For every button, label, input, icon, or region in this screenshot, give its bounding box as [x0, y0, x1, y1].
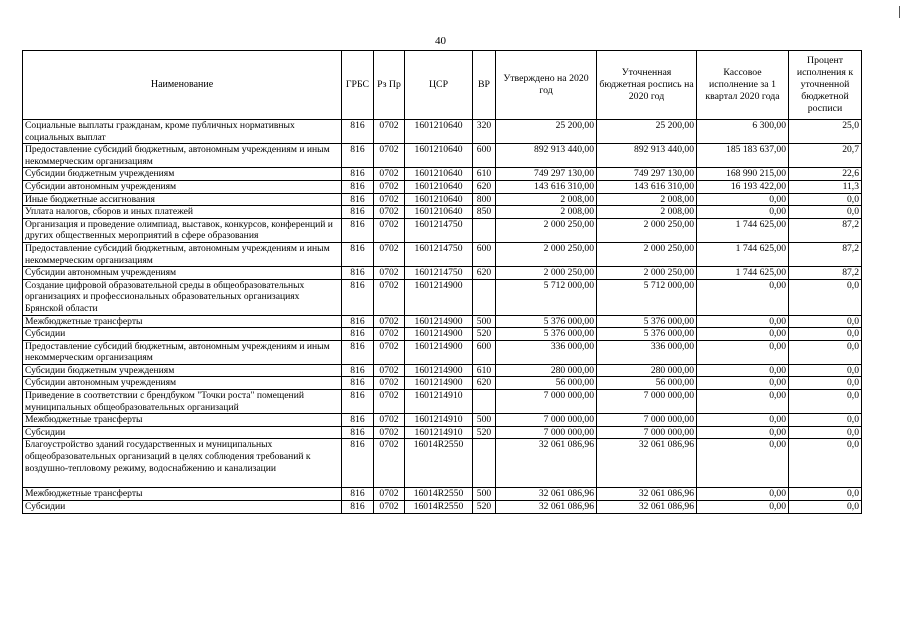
header-percent: Процент исполнения к уточненной бюджетной росписи: [789, 51, 862, 120]
cell-csr: 1601214900: [405, 340, 473, 364]
table-row: [23, 501, 862, 514]
cell-name: Предоставление субсидий бюджетным, автономным учреждениям и иным некоммерческим организациям: [23, 242, 342, 266]
cell-csr: 1601210640: [405, 193, 473, 206]
header-approved: Утверждено на 2020 год: [496, 51, 597, 120]
cell-approved: 5 376 000,00: [496, 315, 597, 328]
header-refined: Уточненная бюджетная роспись на 2020 год: [597, 51, 697, 120]
table-row: [23, 180, 862, 193]
cell-grbs: 816: [342, 377, 374, 390]
cell-rzpr: 0702: [374, 193, 405, 206]
cell-approved: 32 061 086,96: [496, 439, 597, 488]
cell-cash: 0,00: [697, 439, 789, 488]
cell-grbs: 816: [342, 242, 374, 266]
cell-percent: 0,0: [789, 206, 862, 219]
header-grbs: ГРБС: [342, 51, 374, 120]
cell-approved: 749 297 130,00: [496, 168, 597, 181]
cell-cash: 168 990 215,00: [697, 168, 789, 181]
cell-approved: 32 061 086,96: [496, 488, 597, 501]
cell-csr: 1601214910: [405, 426, 473, 439]
cell-grbs: 816: [342, 180, 374, 193]
cell-refined: 892 913 440,00: [597, 144, 697, 168]
cell-refined: 7 000 000,00: [597, 426, 697, 439]
table-row: [23, 144, 862, 168]
table-row: [23, 426, 862, 439]
cell-grbs: 816: [342, 426, 374, 439]
cell-name: Уплата налогов, сборов и иных платежей: [23, 206, 342, 219]
cell-refined: 749 297 130,00: [597, 168, 697, 181]
budget-table: [22, 50, 862, 514]
cell-approved: 336 000,00: [496, 340, 597, 364]
cell-csr: 16014R2550: [405, 488, 473, 501]
cell-csr: 1601214750: [405, 267, 473, 280]
cell-vr: 500: [473, 414, 496, 427]
cell-rzpr: 0702: [374, 279, 405, 315]
cell-approved: 32 061 086,96: [496, 501, 597, 514]
cell-grbs: 816: [342, 193, 374, 206]
cell-csr: 16014R2550: [405, 501, 473, 514]
cell-name: Предоставление субсидий бюджетным, автономным учреждениям и иным некоммерческим организациям: [23, 340, 342, 364]
cell-vr: 610: [473, 364, 496, 377]
cell-rzpr: 0702: [374, 144, 405, 168]
cell-refined: 32 061 086,96: [597, 439, 697, 488]
table-row: [23, 279, 862, 315]
cell-approved: 7 000 000,00: [496, 414, 597, 427]
cell-grbs: 816: [342, 168, 374, 181]
cell-refined: 7 000 000,00: [597, 414, 697, 427]
cell-vr: 600: [473, 144, 496, 168]
cell-vr: 320: [473, 120, 496, 144]
cell-rzpr: 0702: [374, 377, 405, 390]
cell-cash: 0,00: [697, 193, 789, 206]
cell-rzpr: 0702: [374, 218, 405, 242]
cell-vr: 500: [473, 488, 496, 501]
cell-vr: 800: [473, 193, 496, 206]
cell-cash: 0,00: [697, 279, 789, 315]
cell-percent: 0,0: [789, 193, 862, 206]
cell-approved: 143 616 310,00: [496, 180, 597, 193]
table-header-row: [23, 51, 862, 120]
cell-name: Межбюджетные трансферты: [23, 414, 342, 427]
cell-rzpr: 0702: [374, 340, 405, 364]
cell-cash: 0,00: [697, 390, 789, 414]
cell-name: Субсидии бюджетным учреждениям: [23, 364, 342, 377]
cell-vr: 620: [473, 180, 496, 193]
cell-refined: 5 712 000,00: [597, 279, 697, 315]
cell-name: Создание цифровой образовательной среды в общеобразовательных организациях и профессиональных образовательных организациях Брянской области: [23, 279, 342, 315]
cell-grbs: 816: [342, 439, 374, 488]
cell-approved: 2 008,00: [496, 206, 597, 219]
cell-grbs: 816: [342, 340, 374, 364]
cell-rzpr: 0702: [374, 120, 405, 144]
cell-approved: 7 000 000,00: [496, 390, 597, 414]
cell-vr: 520: [473, 328, 496, 341]
cell-name: Субсидии автономным учреждениям: [23, 267, 342, 280]
cell-vr: 600: [473, 340, 496, 364]
cell-grbs: 816: [342, 328, 374, 341]
cell-rzpr: 0702: [374, 364, 405, 377]
table-row: [23, 340, 862, 364]
cell-grbs: 816: [342, 364, 374, 377]
cell-refined: 336 000,00: [597, 340, 697, 364]
cell-cash: 0,00: [697, 426, 789, 439]
cell-refined: 2 000 250,00: [597, 218, 697, 242]
cell-approved: 7 000 000,00: [496, 426, 597, 439]
cell-refined: 2 000 250,00: [597, 267, 697, 280]
edge-mark: [899, 6, 900, 18]
table-row: [23, 390, 862, 414]
cell-csr: 1601214750: [405, 218, 473, 242]
cell-name: Субсидии: [23, 328, 342, 341]
table-row: [23, 218, 862, 242]
cell-grbs: 816: [342, 279, 374, 315]
cell-csr: 1601214900: [405, 328, 473, 341]
cell-approved: 25 200,00: [496, 120, 597, 144]
cell-rzpr: 0702: [374, 414, 405, 427]
cell-vr: 600: [473, 242, 496, 266]
table-row: [23, 242, 862, 266]
cell-cash: 185 183 637,00: [697, 144, 789, 168]
cell-name: Социальные выплаты гражданам, кроме публичных нормативных социальных выплат: [23, 120, 342, 144]
cell-grbs: 816: [342, 501, 374, 514]
cell-percent: 0,0: [789, 364, 862, 377]
cell-grbs: 816: [342, 390, 374, 414]
cell-name: Субсидии автономным учреждениям: [23, 377, 342, 390]
cell-csr: 1601214910: [405, 390, 473, 414]
cell-csr: 16014R2550: [405, 439, 473, 488]
cell-approved: 280 000,00: [496, 364, 597, 377]
table-row: [23, 193, 862, 206]
cell-cash: 0,00: [697, 488, 789, 501]
cell-grbs: 816: [342, 267, 374, 280]
cell-percent: 25,0: [789, 120, 862, 144]
cell-vr: 620: [473, 377, 496, 390]
cell-cash: 0,00: [697, 377, 789, 390]
cell-name: Приведение в соответствии с брендбуком "Точки роста" помещений муниципальных общеобразовательных организаций: [23, 390, 342, 414]
cell-approved: 2 000 250,00: [496, 242, 597, 266]
cell-percent: 0,0: [789, 439, 862, 488]
cell-approved: 2 008,00: [496, 193, 597, 206]
cell-grbs: 816: [342, 206, 374, 219]
cell-percent: 87,2: [789, 218, 862, 242]
cell-refined: 32 061 086,96: [597, 501, 697, 514]
cell-percent: 0,0: [789, 414, 862, 427]
cell-percent: 87,2: [789, 267, 862, 280]
cell-approved: 2 000 250,00: [496, 267, 597, 280]
cell-grbs: 816: [342, 315, 374, 328]
cell-vr: [473, 218, 496, 242]
cell-percent: 0,0: [789, 315, 862, 328]
cell-rzpr: 0702: [374, 242, 405, 266]
cell-percent: 0,0: [789, 501, 862, 514]
cell-approved: 5 376 000,00: [496, 328, 597, 341]
cell-rzpr: 0702: [374, 267, 405, 280]
cell-cash: 0,00: [697, 328, 789, 341]
cell-csr: 1601210640: [405, 168, 473, 181]
table-row: [23, 206, 862, 219]
table-row: [23, 328, 862, 341]
cell-vr: [473, 439, 496, 488]
table-row: [23, 414, 862, 427]
table-row: [23, 364, 862, 377]
cell-rzpr: 0702: [374, 488, 405, 501]
cell-name: Иные бюджетные ассигнования: [23, 193, 342, 206]
cell-vr: 620: [473, 267, 496, 280]
table-row: [23, 315, 862, 328]
table-row: [23, 120, 862, 144]
cell-refined: 2 008,00: [597, 193, 697, 206]
cell-csr: 1601214900: [405, 315, 473, 328]
cell-name: Субсидии: [23, 426, 342, 439]
cell-name: Организация и проведение олимпиад, выставок, конкурсов, конференций и других общественных мероприятий в сфере образования: [23, 218, 342, 242]
cell-percent: 0,0: [789, 488, 862, 501]
cell-name: Межбюджетные трансферты: [23, 488, 342, 501]
cell-percent: 0,0: [789, 390, 862, 414]
cell-csr: 1601214910: [405, 414, 473, 427]
cell-refined: 32 061 086,96: [597, 488, 697, 501]
cell-refined: 56 000,00: [597, 377, 697, 390]
cell-grbs: 816: [342, 218, 374, 242]
table-row: [23, 439, 862, 488]
cell-cash: 0,00: [697, 315, 789, 328]
cell-cash: 0,00: [697, 501, 789, 514]
cell-cash: 0,00: [697, 206, 789, 219]
cell-vr: 500: [473, 315, 496, 328]
cell-cash: 6 300,00: [697, 120, 789, 144]
cell-cash: 0,00: [697, 340, 789, 364]
cell-rzpr: 0702: [374, 206, 405, 219]
header-cash: Кассовое исполнение за 1 квартал 2020 года: [697, 51, 789, 120]
cell-grbs: 816: [342, 144, 374, 168]
table-row: [23, 267, 862, 280]
cell-grbs: 816: [342, 120, 374, 144]
cell-cash: 1 744 625,00: [697, 267, 789, 280]
cell-name: Субсидии: [23, 501, 342, 514]
cell-rzpr: 0702: [374, 180, 405, 193]
cell-csr: 1601214900: [405, 364, 473, 377]
cell-csr: 1601210640: [405, 206, 473, 219]
page-number: 40: [435, 35, 446, 47]
cell-rzpr: 0702: [374, 426, 405, 439]
cell-refined: 25 200,00: [597, 120, 697, 144]
cell-approved: 892 913 440,00: [496, 144, 597, 168]
header-vr: ВР: [473, 51, 496, 120]
table-row: [23, 488, 862, 501]
cell-rzpr: 0702: [374, 439, 405, 488]
cell-percent: 20,7: [789, 144, 862, 168]
cell-name: Субсидии автономным учреждениям: [23, 180, 342, 193]
cell-name: Предоставление субсидий бюджетным, автономным учреждениям и иным некоммерческим организациям: [23, 144, 342, 168]
header-csr: ЦСР: [405, 51, 473, 120]
cell-csr: 1601210640: [405, 120, 473, 144]
cell-name: Субсидии бюджетным учреждениям: [23, 168, 342, 181]
cell-rzpr: 0702: [374, 168, 405, 181]
cell-vr: 850: [473, 206, 496, 219]
cell-refined: 5 376 000,00: [597, 315, 697, 328]
cell-percent: 22,6: [789, 168, 862, 181]
cell-percent: 0,0: [789, 279, 862, 315]
cell-percent: 0,0: [789, 377, 862, 390]
cell-name: Межбюджетные трансферты: [23, 315, 342, 328]
cell-csr: 1601214750: [405, 242, 473, 266]
cell-vr: 610: [473, 168, 496, 181]
cell-vr: [473, 390, 496, 414]
cell-percent: 87,2: [789, 242, 862, 266]
cell-percent: 0,0: [789, 328, 862, 341]
cell-cash: 16 193 422,00: [697, 180, 789, 193]
cell-refined: 2 000 250,00: [597, 242, 697, 266]
cell-rzpr: 0702: [374, 315, 405, 328]
cell-rzpr: 0702: [374, 390, 405, 414]
cell-approved: 5 712 000,00: [496, 279, 597, 315]
cell-vr: 520: [473, 501, 496, 514]
cell-cash: 1 744 625,00: [697, 218, 789, 242]
cell-percent: 11,3: [789, 180, 862, 193]
cell-approved: 2 000 250,00: [496, 218, 597, 242]
cell-csr: 1601214900: [405, 279, 473, 315]
cell-name: Благоустройство зданий государственных и муниципальных общеобразовательных организаций в целях соблюдения требований к воздушно-тепловому режиму, водоснабжению и канализации: [23, 439, 342, 488]
cell-csr: 1601210640: [405, 144, 473, 168]
cell-cash: 0,00: [697, 364, 789, 377]
cell-refined: 2 008,00: [597, 206, 697, 219]
cell-approved: 56 000,00: [496, 377, 597, 390]
cell-percent: 0,0: [789, 426, 862, 439]
cell-grbs: 816: [342, 488, 374, 501]
cell-refined: 7 000 000,00: [597, 390, 697, 414]
table-row: [23, 377, 862, 390]
cell-rzpr: 0702: [374, 328, 405, 341]
cell-refined: 5 376 000,00: [597, 328, 697, 341]
cell-csr: 1601214900: [405, 377, 473, 390]
header-rzpr: Рз Пр: [374, 51, 405, 120]
cell-cash: 0,00: [697, 414, 789, 427]
cell-cash: 1 744 625,00: [697, 242, 789, 266]
cell-rzpr: 0702: [374, 501, 405, 514]
cell-grbs: 816: [342, 414, 374, 427]
cell-percent: 0,0: [789, 340, 862, 364]
table-row: [23, 168, 862, 181]
cell-vr: 520: [473, 426, 496, 439]
header-name: Наименование: [23, 51, 342, 120]
cell-refined: 143 616 310,00: [597, 180, 697, 193]
cell-csr: 1601210640: [405, 180, 473, 193]
cell-vr: [473, 279, 496, 315]
cell-refined: 280 000,00: [597, 364, 697, 377]
